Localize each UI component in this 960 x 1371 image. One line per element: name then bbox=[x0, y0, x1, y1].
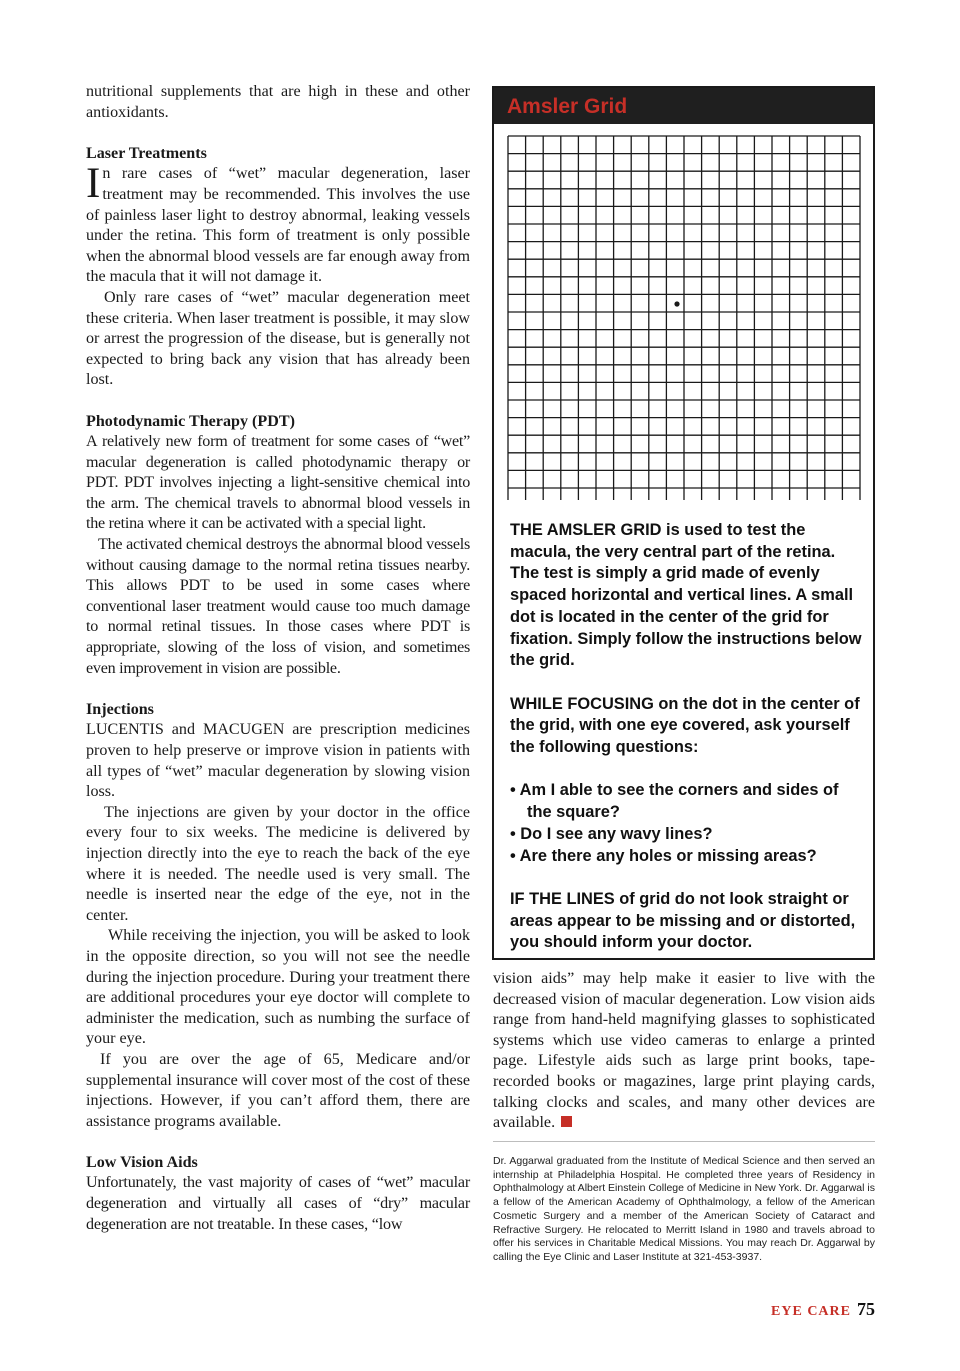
right-column bbox=[493, 969, 875, 1134]
pdt-heading: Photodynamic Therapy (PDT) bbox=[86, 412, 295, 430]
pdt-paragraph-1: A relatively new form of treatment for some cases of “wet” macular degeneration is called photodynamic therapy or PDT. PDT involves injecting a light-sensitive chemical into the arm. The chemical travels to abnormal blood vessels in the retina where it can be activated with a special light. bbox=[86, 433, 470, 533]
left-column bbox=[86, 82, 470, 1235]
low-vision-continuation bbox=[493, 969, 875, 1134]
amsler-grid-title: Amsler Grid bbox=[494, 88, 873, 124]
injections-paragraph-2: The injections are given by your doctor in the office every four to six weeks. The medicine is delivered by injection directly into the eye to reach the back of the eye where it is needed. The needle used is very small. The needle is inserted near the edge of the eye, not in the center. bbox=[86, 803, 470, 924]
fixation-dot bbox=[674, 301, 679, 306]
laser-heading: Laser Treatments bbox=[86, 144, 207, 162]
page-number: 75 bbox=[857, 1299, 875, 1319]
section-name: EYE CARE bbox=[771, 1304, 851, 1319]
amsler-question: • Am I able to see the corners and sides of the square? bbox=[510, 781, 839, 822]
injections-heading: Injections bbox=[86, 700, 154, 718]
laser-paragraph-1-text: n rare cases of “wet” macular degeneration, laser treatment may be recommended. This involves the use of painless laser light to destroy abnormal, leaking vessels under the retina. This form of treatment is only possible when the abnormal blood vessels are far enough away from the macula that it will not damage it. bbox=[86, 165, 470, 286]
low-vision-heading: Low Vision Aids bbox=[86, 1153, 198, 1171]
page-footer bbox=[771, 1297, 875, 1324]
amsler-question: • Are there any holes or missing areas? bbox=[510, 846, 817, 865]
laser-paragraph-2: Only rare cases of “wet” macular degeneration meet these criteria. When laser treatment is possible, it may slow or arrest the progression of the disease, but is generally not expected to bring back any vision that has already been lost. bbox=[86, 288, 470, 389]
amsler-instructions bbox=[510, 520, 862, 954]
amsler-grid-box bbox=[492, 86, 875, 960]
laser-paragraph-1 bbox=[86, 160, 470, 288]
amsler-question: • Do I see any wavy lines? bbox=[510, 824, 713, 843]
amsler-paragraph-1: THE AMSLER GRID is used to test the macula, the very central part of the retina. The test is simply a grid made of evenly spaced horizontal and vertical lines. A small dot is located in the center of the grid for fixation. Simply follow the instructions below the grid. bbox=[510, 521, 862, 670]
pdt-paragraph-2: The activated chemical destroys the abnormal blood vessels without causing damage to the normal retina tissues nearby. This allows PDT to be used in some cases where conventional laser treatment would cause too much damage to normal retinal tissues. In those cases where PDT is appropriate, slowing of the loss of vision, and sometimes even improvement in vision are possible. bbox=[86, 536, 470, 677]
amsler-paragraph-3: IF THE LINES of grid do not look straight or areas appear to be missing and or distorted, you should inform your doctor. bbox=[510, 889, 856, 952]
amsler-paragraph-2: WHILE FOCUSING on the dot in the center of the grid, with one eye covered, ask yourself the following questions: bbox=[510, 694, 860, 757]
drop-cap: I bbox=[86, 160, 101, 208]
injections-paragraph-4: If you are over the age of 65, Medicare and/or supplemental insurance will cover most of the cost of these injections. However, if you can’t afford them, there are assistance programs available. bbox=[86, 1050, 470, 1130]
end-mark-icon bbox=[561, 1116, 572, 1127]
injections-paragraph-3: While receiving the injection, you will be asked to look in the opposite direction, so you will not see the needle during the injection procedure. During your treatment there are additional procedures your eye doctor will complete to administer the medication, such as numbing the surface of your eye. bbox=[86, 927, 470, 1048]
injections-paragraph-1: LUCENTIS and MACUGEN are prescription medicines proven to help preserve or improve vision in patients with all types of “wet” macular degeneration by slowing vision loss. bbox=[86, 721, 470, 801]
low-vision-continuation-text: vision aids” may help make it easier to live with the decreased vision of macular degeneration. Low vision aids range from hand-held magnifying glasses to sophisticated systems which use video cameras to enlarge a printed page. Lifestyle aids such as large print books, tape-recorded books or magazines, large print playing cards, talking clocks and scales, and many other devices are available. bbox=[493, 970, 875, 1132]
amsler-grid bbox=[506, 134, 862, 510]
author-bio: Dr. Aggarwal graduated from the Institute of Medical Science and then served an internship at Philadelphia Hospital. He completed three years of Residency in Ophthalmology at Albert Einstein College of Medicine in New York. Dr. Aggarwal is a fellow of the American Academy of Ophthalmology, a fellow of the American Cosmetic Surgery and a member of the American Society of Cataract and Refractive Surgery. He relocated to Merritt Island in 1980 and travels abroad to offer his services in Charitable Medical Missions. You may reach Dr. Aggarwal by calling the Eye Clinic and Laser Institute at 321-453-3937. bbox=[493, 1155, 875, 1263]
amsler-questions bbox=[510, 780, 862, 867]
low-vision-paragraph-1: Unfortunately, the vast majority of cases of “wet” macular degeneration and virtually all cases of “dry” macular degeneration are not treatable. In these cases, “low bbox=[86, 1174, 470, 1233]
intro-continuation: nutritional supplements that are high in these and other antioxidants. bbox=[86, 83, 470, 121]
amsler-grid-graphic bbox=[506, 134, 862, 510]
divider bbox=[493, 1141, 875, 1142]
